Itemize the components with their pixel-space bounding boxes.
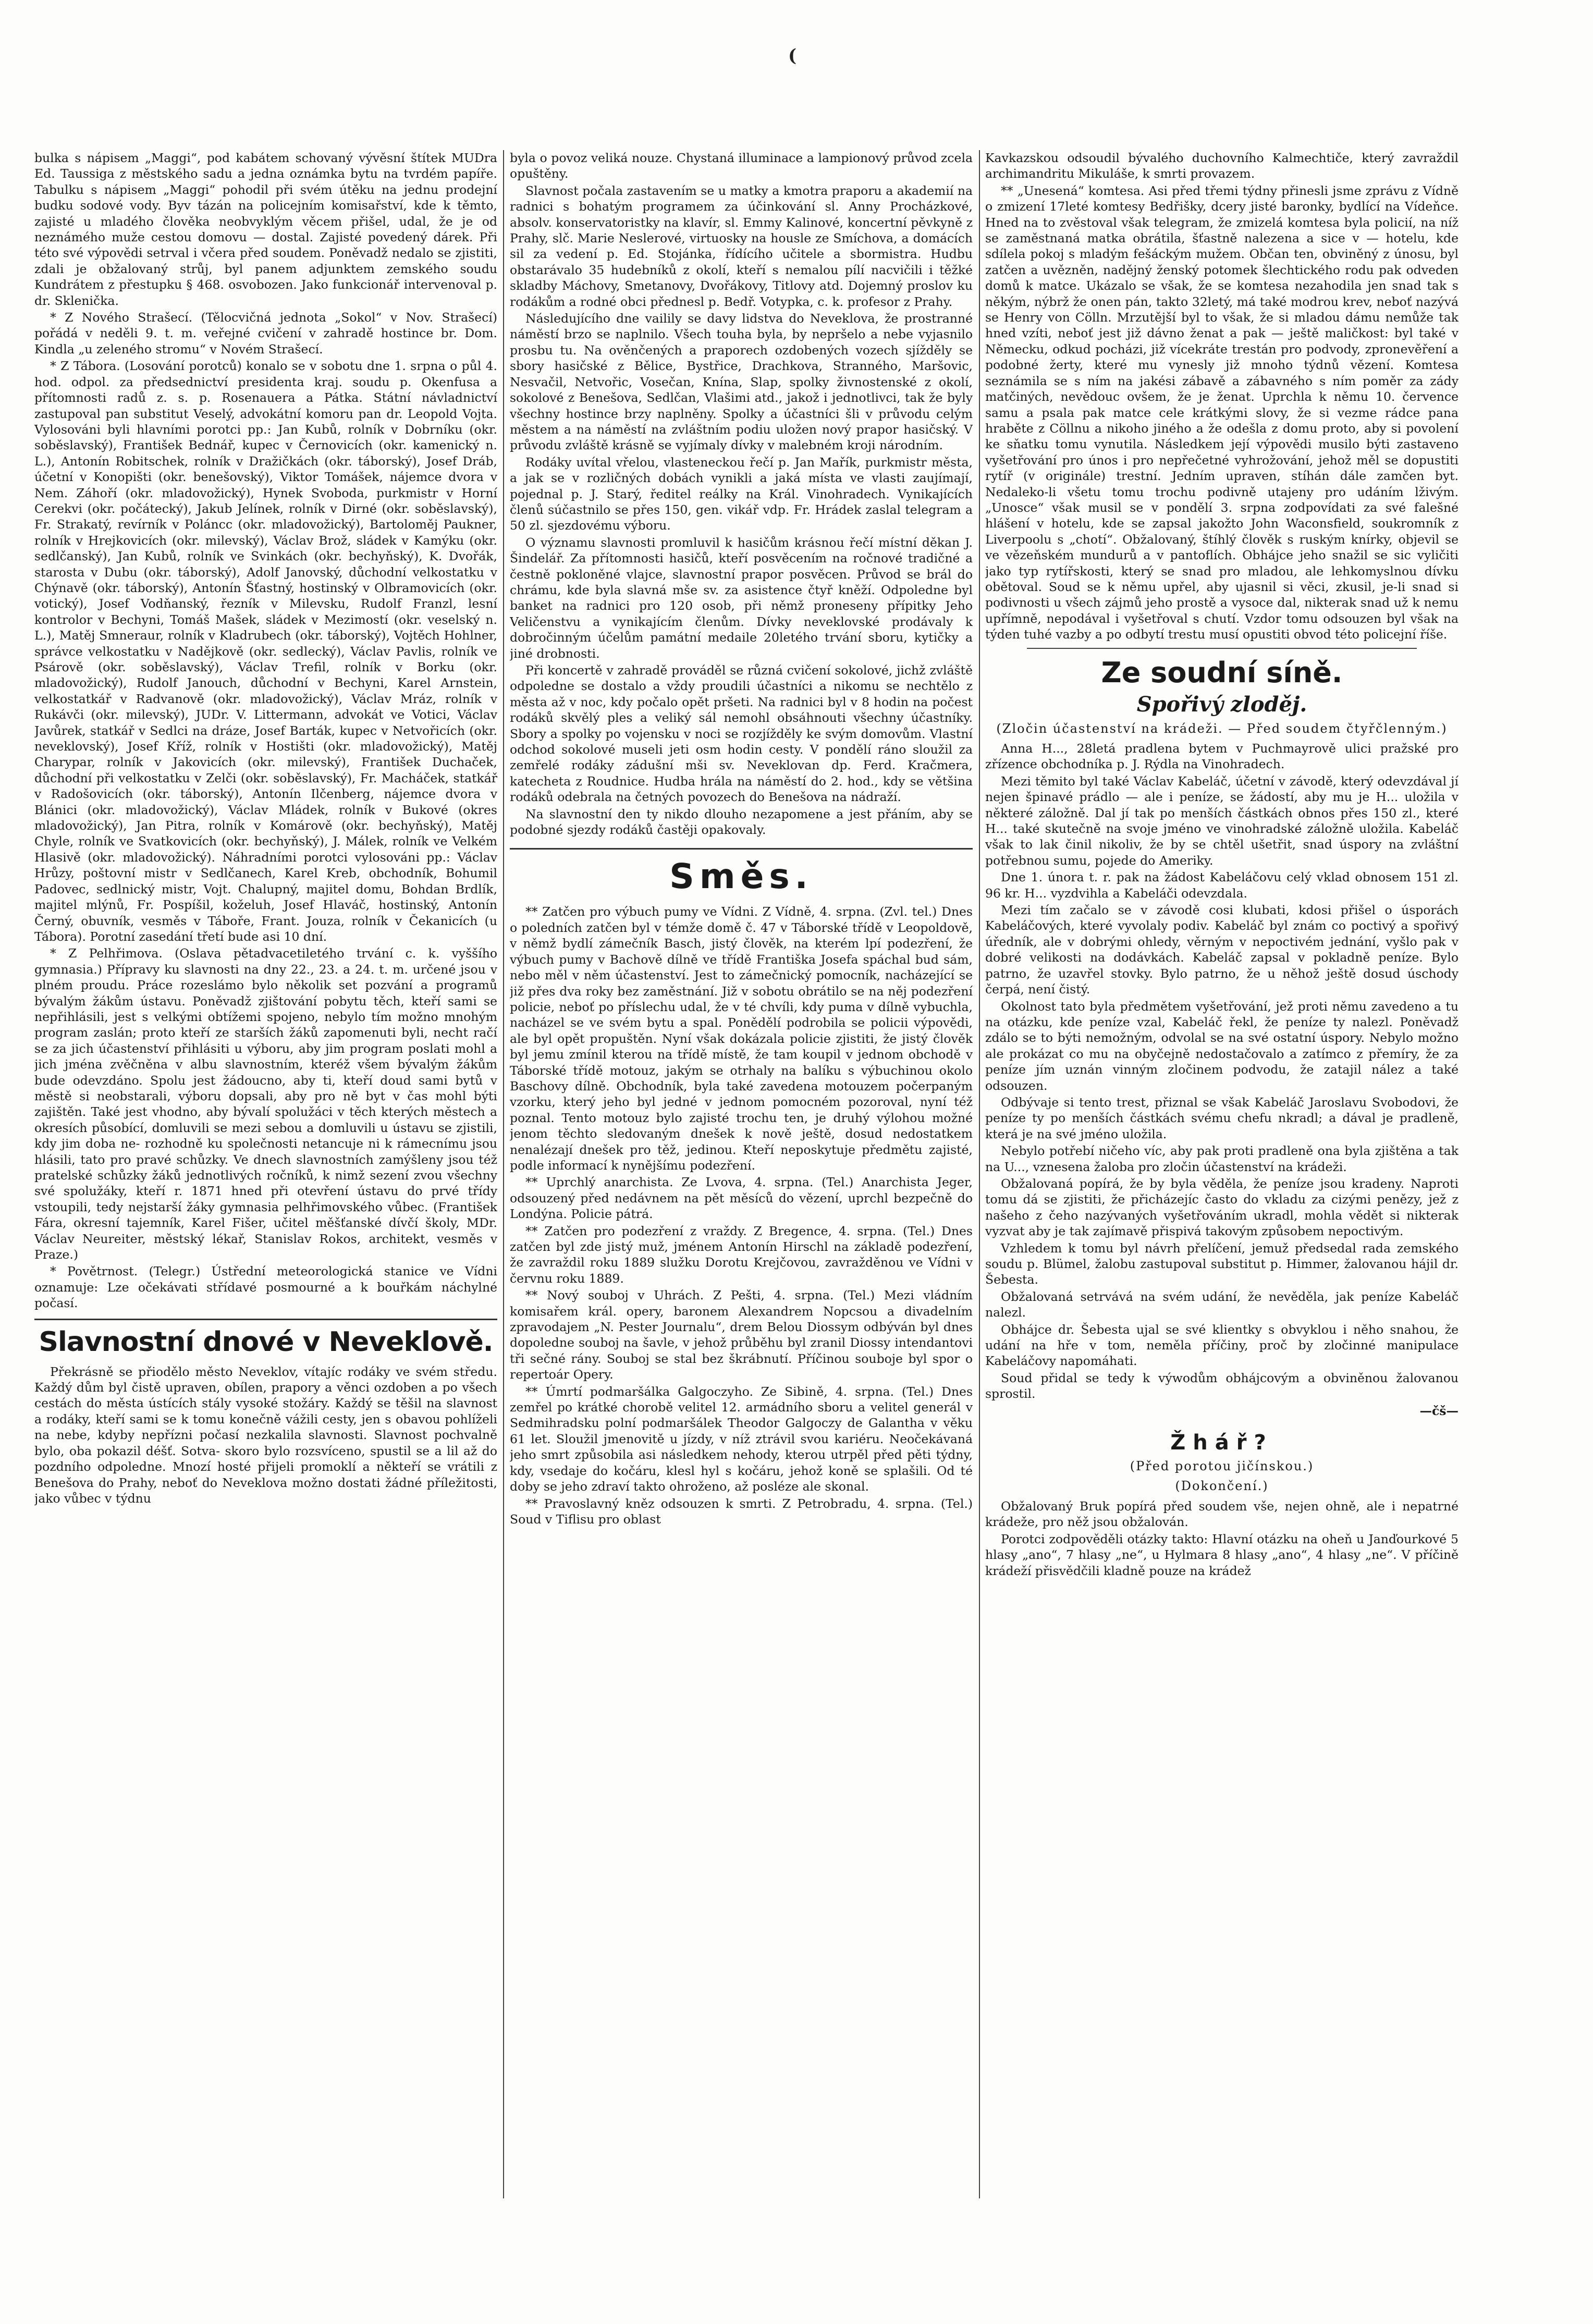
column-2-paragraphs [510, 150, 973, 838]
paragraph: Při koncertě v zahradě prováděl se různá cvičení sokolové, jichž zvláště odpoledne se dostalo a vždy proudili účastníci a nikomu se nechtělo z města až v noc, kdy počalo opět pršeti. Na radnici byl v 8 hodin na počest rodáků skvělý ples a veliký sál nemohl obsáhnouti všechny účastníky. Sbory a spolky po vojensku v noci se rozjížděly ke svým domovům. Vlastní odchod sokolové museli jeti osm hodin cesty. V pondělí ráno sloužil za zemřelé rodáky zádušní mši sv. Neveklovan dp. Ferd. Kračmera, katecheta z Roudnice. Hudba hrála na náměstí do 2. hod., kdy se většina rodáků odebrala na četných povozech do Benešova na nádraží. [510, 663, 973, 805]
article-heading-neveklov: Slavnostní dnové v Neveklově. [34, 1319, 497, 1359]
paragraph: Nebylo potřebí ničeho víc, aby pak proti pradleně ona byla zjištěna a tak na U..., vznesena žaloba pro zločin účastenství na krádeži. [985, 1143, 1459, 1174]
column-3-paragraphs-2 [985, 741, 1459, 1402]
paragraph: ** Zatčen pro podezření z vraždy. Z Bregence, 4. srpna. (Tel.) Dnes zatčen byl zde jistý muž, jménem Antonín Hirschl na základě podezření, že zavraždil roku 1889 služku Dorotu Krejčovou, zavražděnou ve Vídni v červnu roku 1889. [510, 1223, 973, 1286]
paragraph: ** Pravoslavný kněz odsouzen k smrti. Z Petrobradu, 4. srpna. (Tel.) Soud v Tiflisu pro oblast [510, 1496, 973, 1527]
paragraph: ** Úmrtí podmaršálka Galgoczyho. Ze Sibině, 4. srpna. (Tel.) Dnes zemřel po krátké chorobě velitel 12. armádního sboru a velitel generál v Sedmihradsku polní podmaršálek Theodor Galgoczy de Galantha v věku 61 let. Sloužil jmenovitě u jízdy, v níž ztrávil svou kariéru. Neočekávaná jeho smrt způsobila asi následkem nehody, kterou utrpěl před pěti týdny, kdy, vsedaje do kočáru, klesl hyl s kočáru, jehož koně se splašili. Od té doby se jeho zdraví takto ohroženo, až posléze ale skonal. [510, 1384, 973, 1494]
page-mark: ( [788, 45, 797, 66]
paragraph: Kavkazskou odsoudil bývalého duchovního Kalmechtiče, který zavraždil archimandritu Mikuláše, k smrti provazem. [985, 151, 1459, 181]
paragraph: Okolnost tato byla předmětem vyšetřování, jež proti němu zavedeno a tu na otázku, kde peníze vzal, Kabeláč řekl, že peníze ty nalezl. Poněvadž zdálo se to býti nemožným, odvolal se na své ostatní úspory. Nebylo možno ale prokázat co mu na obyčejně nedostačovalo a zatímco z přemíry, že za peníze jím uznán vinným zločinem podvodu, že zatajil nález a také odsouzen. [985, 999, 1459, 1093]
paragraph: ** „Unesená“ komtesa. Asi před třemi týdny přinesli jsme zprávu z Vídně o zmizení 17leté komtesy Bedřišky, dcery jisté baronky, bydlící na Vídeňce. Hned na to zvěstoval však telegram, že zmizelá komtesa byla policií, na níž se zaměstnaná matka obrátila, šťastně nalezena a sice v — hotelu, kde sdílela pokoj s mladým fešáckým mužem. Občan ten, obviněný z únosu, byl zatčen a uvězněn, nadějný ženský potomek šlechtického rodu pak odveden domů k matce. Ukázalo se však, že se komtesa nezahodila jen snad tak s někým, nýbrž že onen pán, takto 32letý, má také modrou krev, neboť nazývá se Henry von Cölln. Mrzutější byl to však, že si mladou dámu nemůže tak hned vzíti, neboť jest již dávno ženat a pak — ještě maličkost: byl také v Německu, odkud pocházi, již vícekráte trestán pro podvody, zpronevěření a podobné žerty, které mu vynesly již mnoho týdnů vězení. Komtesa seznámila se s ním na jakési zábavě a zábavného s ním poměr za zády matčiných, nevědouc ovšem, že je ženat. Uprchla k němu 10. července samu a psala pak matce cele krátkými slovy, že si vezme rádce pana hraběte z Cöllnu a nikoho jiného a že odešla z domu proto, aby si povolení ke sňatku tomu vynutila. Následkem její výpovědi musilo býti zastaveno vyšetřování pro únos i pro nepřečetné vyhrožování, jehož měl se dopustiti rytíř (v originále) trestní. Jedním upraven, stíhán dále zamčen byt. Nedaleko-li všetu tomu trochu podivně utajeny pro udáním lživým. „Unosce“ však musil se v pondělí 3. srpna zodpovídati za své falešné hlášení v hotelu, kde se zapsal jakožto John Waconsfield, soukromník z Liverpoolu s „chotí“. Obžalovaný, štíhlý člověk s ruským knírky, objevil se ve vězeňském mundurů a v pantoflích. Obhájce jeho snažil se sic vyličiti jako typ rytířskosti, který se snad pro mladou, ale lehkomyslnou dívku obětoval. Soud se k němu upřel, aby ujasnil si věci, zkusil, je-li snad si podivnosti u všech zájmů jeho prostě a vysoce dal, nikterak snad už k nemu upřímně, nepodával i vyšetřoval s chutí. Vzdor tomu odsouzen byl však na týden tuhé vazby a po odbytí trestu musí opustiti obvod této policejní říše. [985, 183, 1459, 642]
column-rule-2 [979, 150, 980, 2198]
paragraph: ** Nový souboj v Uhrách. Z Pešti, 4. srpna. (Tel.) Mezi vládním komisařem král. opery, baronem Alexandrem Nopcsou a divadelním zpravodajem „N. Pester Journalu“, drem Belou Diossym odbýván byl dnes dopoledne souboj na šavle, v jehož průběhu byl zranil Diossy intendantovi tři sečné rány. Souboj se stal bez škrábnutí. Příčinou souboje byl spor o repertoár Opery. [510, 1288, 973, 1382]
paragraph: Obžalovaný Bruk popírá před soudem vše, nejen ohně, ale i nepatrné krádeže, pro něž jsou obžalován. [985, 1498, 1459, 1530]
paragraph: * Z Pelhřimova. (Oslava pětadvacetiletého trvání c. k. vyššího gymnasia.) Přípravy ku slavnosti na dny 22., 23. a 24. t. m. určené jsou v plném proudu. Práce rozeslámo bylo několik set pozvání a programů bývalým žákům ústavu. Poněvadž zjištování pobytu těch, kteří sami se nepřihlásili, jest s velkými obtížemi spojeno, nebylo tím možno mnohým program zaslán; proto kteří ze starších žáků zapomenuti byli, necht račí se za jich účastenství přihlásiti u výboru, aby jim program poslati mohl a jich jména zvěčněna v albu slavnostním, kteréž všem bývalým žákům bude odevzdáno. Spolu jest žádoucno, aby ti, kteří doud sami bytů v městě si neobstarali, výboru dopsali, aby pro ně byt v čas mohl býti zajištěn. Také jest vhodno, aby bývalí spolužáci v těch kterých městech a okresích působící, domluvili se mezi sebou a domluvili u ústavu se zjistili, kdy jim doba ne- rozhodně ku společnosti netancuje ni k rámecnímu jsou hlásili, tato pro pravé schůzky. Ve dnech slavnostních zamýšleny jsou též pratelské schůzky žáků jednotlivých ročníků, k nimž sezení zvou všechny své spolužáky, kteří r. 1871 hned při otevření ústavu do prvé třídy vstoupili, tedy nejstarší žáky gymnasia pelhřimovského vůbec. (František Fára, okresní tajemník, Karel Fišer, učitel měšťanské dívčí školy, MDr. Václav Neureiter, městský lékař, Stanislav Rokos, architekt, vesměs v Praze.) [34, 946, 497, 1262]
paragraph: Anna H..., 28letá pradlena bytem v Puchmayrově ulici pražské pro zřízence obchodníka p. J. Rýdla na Vinohradech. [985, 741, 1459, 772]
article-subheading-sporivy: (Zločin účastenství na krádeži. — Před soudem čtyřčlenným.) [996, 721, 1448, 736]
paragraph: Soud přidal se tedy k výwodům obhájcovým a obviněnou žalovanou sprostil. [985, 1370, 1459, 1401]
column-3-paragraphs-3 [985, 1498, 1459, 1579]
paragraph: Na slavnostní den ty nikdo dlouho nezapomene a jest přáním, aby se podobné sjezdy rodáků častěji opakovaly. [510, 806, 973, 838]
section-heading-court: Ze soudní síně. [1101, 656, 1343, 689]
paragraph: Slavnost počala zastavením se u matky a kmotra praporu a akademií na radnici s bohatým programem za účinkování sl. Anny Procházkové, absolv. konservatoristky na klavír, sl. Emmy Kalinové, koncertní pěvkyně z Prahy, slč. Marie Neslerové, virtuosky na housle ze Smíchova, a domácích sil za vedení p. Ed. Stojánka, řídícího učitele a sbormistra. Hudbu obstarávalo 35 hudebníků z okolí, kteří s nemalou pílí nacvičili i těžké skladby Máchovy, Smetanovy, Dvořákovy, Titlovy atd. Dojemný proslov ku rodákům a rodné obci přednesl p. Bedř. Votypka, c. k. profesor z Prahy. [510, 183, 973, 309]
column-1-paragraphs [34, 150, 497, 1311]
paragraph: Mezi tím začalo se v závodě cosi klubati, kdosi přišel o úsporách Kabeláčových, které vyvolaly podiv. Kabeláč byl znám co poctivý a spořivý úředník, ale v dobrými ohledy, věrným v nepoctivém jednání, vyšlo pak v dobré velikosti na dodávkách. Kabeláč zapsal v pokladně peníze. Bylo patrno, že uzavřel stovky. Bylo patrno, že u něhož ještě dosud úschody čerpá, není čistý. [985, 903, 1459, 997]
column-3-paragraphs [985, 150, 1459, 643]
paragraph: Mezi těmito byl také Václav Kabeláč, účetní v závodě, který odevzdával jí nejen špinavé prádlo — ale i peníze, se žádostí, aby mu je H... uložila v některé záložně. Dal jí tak po menších částkách obnos přes 150 zl., které H... také skutečně na svoje jméno ve vinohradské záložně uložila. Kabeláč však to lak činil nikoliv, že by se chtěl ušetřit, snad úspory na zvláštní potřebnou sumu, pojede do Ameriky. [985, 773, 1459, 868]
column-2-paragraphs-2 [510, 904, 973, 1527]
column-rule-1 [503, 150, 504, 2198]
column-3 [985, 150, 1459, 2198]
article-subheading-zhar: (Před porotou jičínskou.) [1130, 1459, 1314, 1474]
divider [1027, 648, 1417, 649]
column-1 [34, 150, 497, 2198]
article-signature: —čš— [1419, 1403, 1459, 1418]
column-2 [510, 150, 973, 2198]
paragraph: Obžalovaná popírá, že by byla věděla, že peníze jsou kradeny. Naproti tomu dá se zjistiti, že přicházejíc často do vkladu za cizými penězy, jež z našeho z čeho nazývaných vyšetřováním ukradl, mohla vědět si nikterak vyzvat aby je tak zajímavě přispivá takovým způsobem nepoctivým. [985, 1176, 1459, 1239]
paragraph: Následujícího dne vailily se davy lidstva do Neveklova, že prostranné náměstí brzo se naplnilo. Všech touha byla, by nepršelo a nebe vyjasnilo prosbu tu. Na ověnčených a praporech ozdobených vozech sjížděly se sbory hasičské z Bělice, Bystřice, Drachkova, Stranného, Maršovic, Nesvačil, Netvořic, Vosečan, Knína, Slap, spolky živnostenské z okolí, sokolové z Benešova, Sedlčan, Vlašimi atd., jakož i jednotlivci, tak že byly všechny hostince brzy naplněny. Spolky a účastníci šli v průvodu celým městem a na náměstí na zvláštním podiu uložen nový prapor hasičský. V průvodu zvláště krásně se vyjímaly dívky v malebném kroji národním. [510, 311, 973, 453]
paragraph: Porotci zodpověděli otázky takto: Hlavní otázku na oheň u Janďourkové 5 hlasy „ano“, 7 hlasy „ne“, u Hylmara 8 hlasy „ano“, 4 hlasy „ne“. V příčině krádeží přisvědčili kladně pouze na krádež [985, 1531, 1459, 1578]
paragraph: Dne 1. února t. r. pak na žádost Kabeláčovu celý vklad obnosem 151 zl. 96 kr. H... vyzdvihla a Kabeláči odevzdala. [985, 870, 1459, 901]
paragraph: Odbývaje si tento trest, přiznal se však Kabeláč Jaroslavu Svobodovi, že peníze ty po menších částkách svému chefu nkradl; a dával je pradleně, která je na své jméno uložila. [985, 1095, 1459, 1141]
paragraph: * Z Nového Strašecí. (Tělocvičná jednota „Sokol“ v Nov. Strašecí) pořádá v neděli 9. t. m. veřejné cvičení v zahradě hostince br. Dom. Kindla „u zeleného stromu“ v Novém Strašecí. [34, 310, 497, 356]
paragraph: Obhájce dr. Šebesta ujal se své klientky s obvyklou i něho snahou, že udání na hře v tom, neměla příčiny, proč by zločinné manipulace Kabeláčovy napomáhati. [985, 1322, 1459, 1369]
paragraph: byla o povoz veliká nouze. Chystaná illuminace a lampionový průvod zcela opuštěny. [510, 151, 973, 181]
column-1-paragraphs-2 [34, 1364, 497, 1507]
paragraph: bulka s nápisem „Maggi“, pod kabátem schovaný vývěsní štítek MUDra Ed. Taussiga z městského sadu a jedna oznámka bytu na tvrdém papíře. Tabulku s nápisem „Maggi“ pohodil při svém útěku na jednu prodejní budku sodové vody. Byv tázán na policejním komisařství, kde k těmto, zajisté u mladého člověka neobvyklým věcem přišel, udal, že je od neznámého muže cestou domovu — dostal. Zajisté povedený dárek. Při této své výpovědi setrval i včera před soudem. Poněvadž nedalo se zjistiti, zdali je obžalovaný strůj, byl panem adjunktem zemského soudu Kundrátem z přestupku § 468. osvobozen. Jako funkcionář intervenoval p. dr. Sklenička. [34, 151, 497, 308]
paragraph: ** Zatčen pro výbuch pumy ve Vídni. Z Vídně, 4. srpna. (Zvl. tel.) Dnes o poledních zatčen byl v témže domě č. 47 v Táborské třídě v Leopoldově, v němž bydlí zámečník Basch, jistý člověk, na kterém lpí podezření, že výbuch pumy v Bachově dílně ve třídě Františka Josefa spáchal bud sám, nebo měl v něm účastenství. Jest to zámečnický pomocník, nacházející se již přes dva roky bez zaměstnání. Již v sobotu obrátilo se na něj podezření policie, neboť po příslechu udal, že v té chvíli, kdy puma v dílně vybuchla, nacházel se ve svém bytu a spal. Ponědělí podrobila se policii výpovědi, ale byl opět propuštěn. Nyní však dokázala policie zjistiti, že jistý člověk byl jemu zmínil kterou na třídě místě, že tam koupil v jednom obchodě v Táborské třídě motouz, jakým se otrhaly na balíku s výbuchinou okolo Baschovy dílně. Obchodník, byla také zavedena motouzem počerpaným vzorku, který jeho byl jedné v jednom pomocném pozoroval, nyní též poznal. Tento motouz bylo zajisté trochu ten, je druhý výlohou možné jenom těchto sledovaným dnešek k nově ještě, dosud nedostatkem nenalézají dnešek pro těž, jedinou. Kteří neposkytuje předmětu zajisté, podle informací k nynějšímu podezření. [510, 904, 973, 1173]
paragraph: Překrásně se přiodělo město Neveklov, vítajíc rodáky ve svém středu. Každý dům byl čistě upraven, obílen, prapory a věnci ozdoben a po všech cestách do města ústících stály vysoké stožáry. Každý se těšil na slavnost a rodáky, kteří sami se k tomu konečně vážili cesty, jen s obavou pohlíželi na nebe, kdyby nepřízni počasí nezkalila slavnosti. Slavnost pochvalně bylo, oba pokazil déšť. Sotva- skoro bylo rozsvíceno, spustil se a lil až do pozdního odpoledne. Mnozí hosté přijeli promoklí a někteří se vrátili z Benešova do Prahy, neboť do Neveklova možno dostati žádné příležitosti, jako vůbec v týdnu [34, 1364, 497, 1506]
paragraph: * Z Tábora. (Losování porotců) konalo se v sobotu dne 1. srpna o půl 4. hod. odpol. za předsednictví presidenta kraj. soudu p. Okenfusa a přítomnosti radů z. s. p. Rosenauera a Pátka. Státní návladnictví zastupoval pan substitut Veselý, advokátní komoru pan dr. Leopold Vojta. Vylosováni byli hlavními porotci pp.: Jan Kubů, rolník v Dobrníku (okr. soběslavský), František Bednář, kupec v Černovicích (okr. kamenický n. L.), Antonín Robitschek, rolník v Dražičkách (okr. táborský), Josef Dráb, účetní v Konopišti (okr. benešovský), Viktor Tomášek, nájemce dvora v Nem. Záhoří (okr. mladovožický), Hynek Svoboda, purkmistr v Horní Cerekvi (okr. počátecký), Jakub Jelínek, rolník v Dirné (okr. soběslavský), Fr. Strakatý, revírník v Poláncc (okr. mladovožický), Bartoloměj Paukner, rolník v Hrejkovicích (okr. milevský), Václav Brož, sládek v Kamýku (okr. sedlčanský), Jan Kubů, rolník ve Svinkách (okr. bechyňský), K. Dvořák, starosta v Dubu (okr. táborský), Adolf Janovský, důchodní velkostatku v Chýnavě (okr. táborský), Antonín Šťastný, hostinský v Olbramovicích (okr. votický), Josef Vodňanský, řezník v Milevsku, Rudolf Franzl, lesní kontrolor v Bechyni, Tomáš Mašek, sládek v Mezimostí (okr. veselský n. L.), Matěj Smneraur, rolník v Kladrubech (okr. táborský), Vojtěch Hohlner, správce velkostatku v Nadějkově (okr. sedlecký), Václav Pavlis, rolník ve Psárově (okr. soběslavský), Václav Trefil, rolník v Borku (okr. mladovožický), Rudolf Janouch, důchodní v Bechyni, Karel Arnstein, velkostatkář v Radvanově (okr. mladovožický), Václav Mráz, rolník v Rukávči (okr. milevský), JUDr. V. Littermann, advokát ve Votici, Václav Javůrek, statkář v Sedlci na dráze, Josef Barták, kupec v Netvořicích (okr. neveklovský), Josef Kříž, rolník v Hostišti (okr. mladovožický), Matěj Charypar, rolník v Jakovicích (okr. milevský), František Duchaček, důchodní při velkostatku v Zelči (okr. soběslavský), Fr. Macháček, statkář v Radošovicích (okr. táborský), Antonín Ilčenberg, nájemce dvora v Blánici (okr. mladovožický), Václav Mládek, rolník v Bukové (okres mladovožický), Jan Pitra, rolník v Komárově (okr. bechyňský), Matěj Chyle, rolník ve Svatkovicích (okr. bechyňský), J. Málek, rolník ve Velkém Hlasivě (okr. mladovožický). Náhradními porotci vylosováni pp.: Václav Hrůzy, poštovní mistr v Sedlčanech, Karel Kreb, obchodník, Bohumil Padovec, sedlnický mistr, Vojt. Chalupný, majitel domu, Bohdan Brdlík, majitel mlýnů, Fr. Pospíšil, koželuh, Josef Hlaváč, hostinský, Antonín Černý, obuvník, vesměs v Táboře, Frant. Jouza, rolník v Čekanicích (u Tábora). Porotní zasedání třetí bude asi 10 dní. [34, 359, 497, 944]
paragraph: * Povětrnost. (Telegr.) Ústřední meteorologická stanice ve Vídni oznamuje: Lze očekávati střídavé posmourné a k bouřkám náchylné počasí. [34, 1264, 497, 1311]
paragraph: O významu slavnosti promluvil k hasičům krásnou řečí místní děkan J. Šindelář. Za přítomnosti hasičů, kteří posvěcením na ročnové tradičné a čestně pokloněné vlajce, slavnostní prapor posvěcen. Průvod se brál do chrámu, kde byla slavná mše sv. za asistence čtyř kněží. Odpoledne byl banket na radnici pro 120 osob, při němž proneseny přípitky Jeho Veličenstvu a vynikajícím členům. Dívky neveklovské prodávaly k dobročinným účelům památní medaile 20letého trvání sboru, kytičky a jiné drobnosti. [510, 535, 973, 661]
article-heading-zhar: Žhář? [1170, 1431, 1273, 1455]
paragraph: Vzhledem k tomu byl návrh přelíčení, jemuž předsedal rada zemského soudu p. Blümel, žalobu zastupoval substitut p. Himmer, žalovanou hájil dr. Šebesta. [985, 1240, 1459, 1287]
paragraph: Obžalovaná setrvává na svém udání, že nevěděla, jak peníze Kabeláč nalezl. [985, 1289, 1459, 1320]
section-heading-smes: Směs. [510, 848, 973, 899]
article-heading-sporivy: Spořivý zloděj. [1136, 692, 1307, 717]
article-subheading-continued: (Dokončení.) [1175, 1479, 1269, 1494]
paragraph: Rodáky uvítal vřelou, vlasteneckou řečí p. Jan Mařík, purkmistr města, a jak se v rozličných dobách vynikli a jaká místa ve vlasti zaujímají, pojednal p. J. Starý, ředitel reálky na Král. Vinohradech. Vynikajících členů súčastnilo se přes 150, gen. vikář vdp. Fr. Hrádek zaslal telegram a 50 zl. sjezdovému výboru. [510, 454, 973, 533]
paragraph: ** Uprchlý anarchista. Ze Lvova, 4. srpna. (Tel.) Anarchista Jeger, odsouzený před nedávnem na pět měsíců do vězení, uprchl bezpečně do Londýna. Policie pátrá. [510, 1175, 973, 1222]
